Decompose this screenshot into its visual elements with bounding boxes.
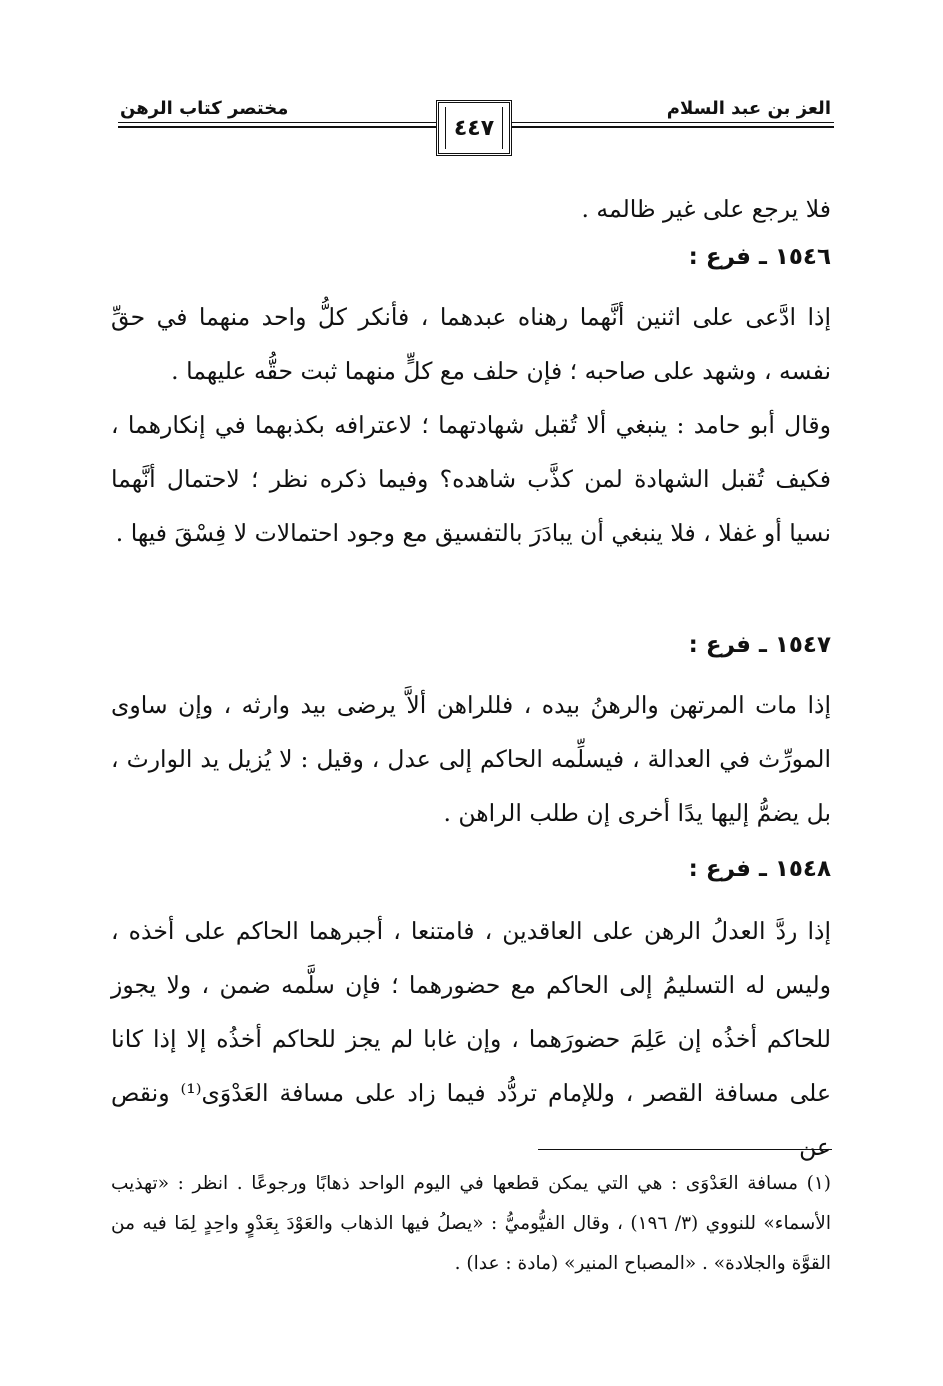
footnote-separator [538,1149,832,1150]
paragraph-1546-a: إذا ادَّعى على اثنين أنَّهما رهناه عبدهما ، فأنكر كلُّ واحد منهما في حقِّ نفسه ، وشهد على صاحبه ؛ فإن حلف مع كلٍّ منهما ثبت حقُّه عليهما . [111,303,831,385]
page-number: ٤٤٧ [453,115,495,141]
section-heading-1546: ١٥٤٦ ـ فرع : [688,244,831,270]
page-number-frame [436,100,512,156]
running-header-title: مختصر كتاب الرهن [120,98,289,119]
paragraph-1547: إذا مات المرتهن والرهنُ بيده ، فللراهن ألاَّ يرضى بيد وارثه ، وإن ساوى المورِّث في العدالة ، فيسلِّمه الحاكم إلى عدل ، وقيل : لا يُزيل يد الوارث ، بل يضمُّ إليها يدًا أخرى إن طلب الراهن . [111,691,831,827]
section-heading-1547: ١٥٤٧ ـ فرع : [688,632,831,658]
opening-line: فلا يرجع على غير ظالمه . [581,195,831,223]
footnote-1: (١) مسافة العَدْوَى : هي التي يمكن قطعها في اليوم الواحد ذهابًا ورجوعًا . انظر : «تهذيب الأسماء» للنووي (٣/ ١٩٦) ، وقال الفيُّوميُّ : «يصلُ فيها الذهاب والعَوْدَ بِعَدْوٍ واحِدٍ لِمَا فيه من القوَّة والجلادة» . «المصباح المنير» (مادة : عدا) . [111,1173,831,1274]
running-header-author: العز بن عبد السلام [666,98,831,119]
paragraph-1546-b: وقال أبو حامد : ينبغي ألا تُقبل شهادتهما ؛ لاعترافه بكذبهما في إنكارهما ، فكيف تُقبل الشهادة لمن كذَّب شاهده؟ وفيما ذكره نظر ؛ لاحتمال أنَّهما نسيا أو غفلا ، فلا ينبغي أن يبادَرَ بالتفسيق مع وجود احتمالات لا فِسْقَ فيها . [111,411,831,547]
paragraph-1548: إذا ردَّ العدلُ الرهن على العاقدين ، فامتنعا ، أجبرهما الحاكم على أخذه ، وليس له التسليمُ إلى الحاكم مع حضورهما ؛ فإن سلَّمه ضمن ، ولا يجوز للحاكم أخذُه إن عَلِمَ حضورَهما ، وإن غابا لم يجز للحاكم أخذُه إلا إذا كانا على مسافة القصر ، وللإمام تردُّد فيما زاد على مسافة العَدْوَى⁽¹⁾ ونقص عن [111,917,831,1161]
section-heading-1548: ١٥٤٨ ـ فرع : [688,856,831,882]
